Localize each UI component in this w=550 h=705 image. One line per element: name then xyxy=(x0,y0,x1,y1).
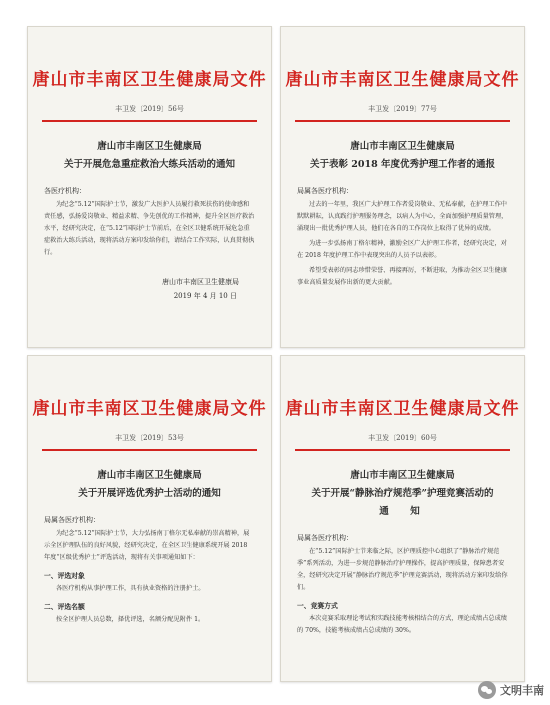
paragraph: 本次竞赛采取理论考试和实践技能考核相结合的方式，理论成绩占总成绩的 70%，技能考核成绩占总成绩的 30%。 xyxy=(297,615,507,634)
red-divider xyxy=(42,449,257,451)
red-divider xyxy=(295,449,510,451)
red-divider xyxy=(295,120,510,122)
paragraph: 为进一步弘扬南丁格尔精神，激励全区广大护理工作者，经研究决定，对在 2018 年度护理工作中表现突出的人员予以表彰。 xyxy=(297,240,507,259)
paragraph: 过去的一年里，我区广大护理工作者爱岗敬业、无私奉献，在护理工作中默默耕耘，认真践行护理服务理念，以病人为中心，全面加强护理质量管理，涌现出一批优秀护理人员，他们在各自的工作岗位上取得了优异的成绩。 xyxy=(297,201,508,232)
watermark xyxy=(478,681,544,699)
document-header: 唐山市丰南区卫生健康局文件 xyxy=(285,70,520,90)
section-heading: 二、评选名额 xyxy=(44,603,85,611)
salutation: 局属各医疗机构： xyxy=(297,534,353,542)
document-number: 丰卫发〔2019〕53号 xyxy=(115,434,184,442)
paragraph: 希望受表彰的同志珍惜荣誉、再接再厉，不断进取，为推动全区卫生健康事业高质量发展作出新的更大贡献。 xyxy=(297,267,507,286)
document-title: 关于开展“静脉治疗规范季”护理竞赛活动的 xyxy=(311,488,494,499)
document-date: 2019 年 4 月 10 日 xyxy=(173,292,237,300)
watermark-text: 文明丰南 xyxy=(500,684,544,697)
document-3 xyxy=(27,355,272,682)
section-heading: 一、竞赛方式 xyxy=(297,602,338,610)
document-body xyxy=(28,199,271,259)
section-heading: 一、评选对象 xyxy=(44,572,85,580)
red-divider xyxy=(42,120,257,122)
document-body xyxy=(281,546,524,637)
salutation: 局属各医疗机构： xyxy=(297,187,353,195)
paragraph: 各医疗机构从事护理工作，具有执业资格的注册护士。 xyxy=(56,585,205,592)
wechat-icon xyxy=(478,681,496,699)
salutation: 各医疗机构： xyxy=(44,187,86,195)
document-header: 唐山市丰南区卫生健康局文件 xyxy=(285,399,520,419)
document-number: 丰卫发〔2019〕56号 xyxy=(115,105,184,113)
paragraph: 按全区护理人员总数，择优评选，名额分配见附件 1。 xyxy=(56,616,205,623)
document-title-issuer: 唐山市丰南区卫生健康局 xyxy=(97,470,202,481)
paragraph: 在“5.12”国际护士节来临之际，区护理质控中心组织了“静脉治疗规范季”系列活动，为进一步规范静脉治疗护理操作，提高护理质量，保障患者安全，经研究决定开展“静脉治疗规范季”护理竞赛活动，现将活动方案印发给你们。 xyxy=(297,548,508,591)
document-number: 丰卫发〔2019〕60号 xyxy=(368,434,437,442)
document-header: 唐山市丰南区卫生健康局文件 xyxy=(32,399,267,419)
document-body xyxy=(28,528,271,626)
document-1 xyxy=(27,26,272,348)
document-title: 关于开展危急重症救治大练兵活动的通知 xyxy=(63,159,235,170)
document-title-issuer: 唐山市丰南区卫生健康局 xyxy=(97,141,202,152)
signature: 唐山市丰南区卫生健康局 xyxy=(162,278,239,286)
document-4 xyxy=(280,355,525,682)
document-2 xyxy=(280,26,525,348)
document-title: 关于表彰 2018 年度优秀护理工作者的通报 xyxy=(309,159,496,170)
paragraph: 为纪念“5.12”国际护士节，激发广大医护人员履行救死扶伤的使命感和责任感，弘扬爱岗敬业、精益求精、争先创优的工作精神，提升全区医疗救治水平，经研究决定，在“5.12”国际护士节前后，在全区卫健系统开展危急重症救治大练兵活动，现将活动方案印发给你们，请结合工作实际，认真贯彻执行。 xyxy=(44,201,255,256)
paragraph: 为纪念“5.12”国际护士节，大力弘扬南丁格尔无私奉献的崇高精神，展示全区护理队伍的良好风貌，经研究决定，在全区卫生健康系统开展 2018 年度“区级优秀护士”评选活动，现将有关事项通知如下： xyxy=(44,530,250,561)
document-body xyxy=(281,199,524,289)
document-title: 关于开展评选优秀护士活动的通知 xyxy=(78,488,221,499)
document-number: 丰卫发〔2019〕77号 xyxy=(368,105,437,113)
salutation: 局属各医疗机构： xyxy=(44,516,100,524)
document-header: 唐山市丰南区卫生健康局文件 xyxy=(32,70,267,90)
document-title-suffix: 通 知 xyxy=(379,506,426,517)
document-title-issuer: 唐山市丰南区卫生健康局 xyxy=(350,470,455,481)
document-title-issuer: 唐山市丰南区卫生健康局 xyxy=(350,141,455,152)
